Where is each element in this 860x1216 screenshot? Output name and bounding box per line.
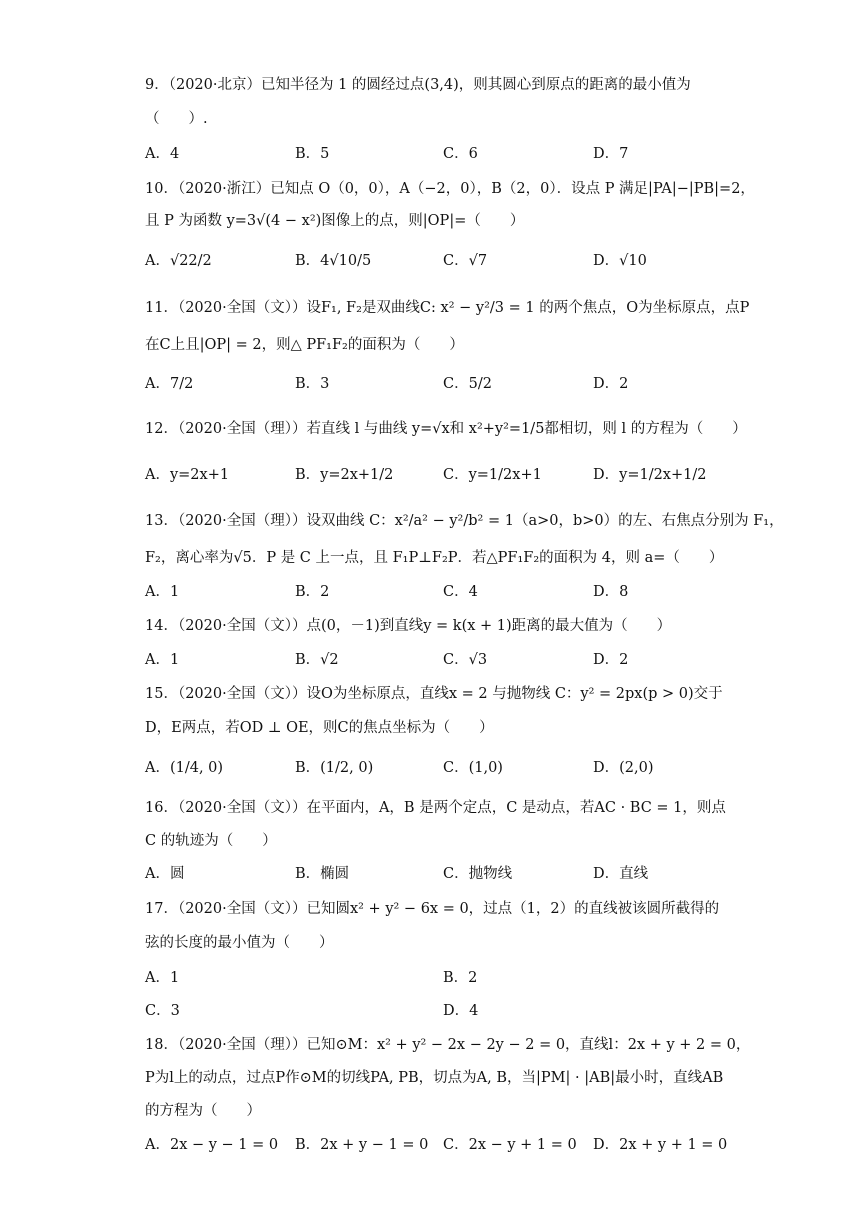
option-b: B．4√10/5 <box>295 253 372 269</box>
option-a: A．1 <box>145 652 180 668</box>
option-c: C．(1,0) <box>443 760 503 776</box>
question-15-line-2: D，E两点，若OD ⊥ OE，则C的焦点坐标为（ ） <box>145 720 494 736</box>
option-b: B．y=2x+1/2 <box>295 467 394 483</box>
option-a: A．1 <box>145 584 180 600</box>
option-b: B．2x + y − 1 = 0 <box>295 1137 429 1153</box>
question-14-line-1: 14．（2020·全国（文））点(0，－1)到直线y = k(x + 1)距离的最大值为（ ） <box>145 618 672 634</box>
question-18-line-2: P为l上的动点，过点P作⊙M的切线PA, PB，切点为A, B，当|PM| · |AB|最小时，直线AB <box>145 1070 724 1086</box>
option-a: A．2x − y − 1 = 0 <box>145 1137 279 1153</box>
option-c: C．5/2 <box>443 376 492 392</box>
option-d: D．y=1/2x+1/2 <box>593 467 707 483</box>
question-11-line-1: 11．（2020·全国（文））设F₁, F₂是双曲线C: x² − y²/3 = 1 的两个焦点，O为坐标原点，点P <box>145 300 750 316</box>
option-d: D．4 <box>443 1003 479 1019</box>
question-13-line-2: F₂，离心率为√5．P 是 C 上一点，且 F₁P⊥F₂P．若△PF₁F₂的面积为 4，则 a=（ ） <box>145 550 724 566</box>
option-d: D．7 <box>593 146 629 162</box>
option-d: D．直线 <box>593 866 649 882</box>
option-a: A．√22/2 <box>145 253 212 269</box>
option-d: D．2 <box>593 376 629 392</box>
option-b: B．(1/2, 0) <box>295 760 374 776</box>
option-d: D．2 <box>593 652 629 668</box>
question-17-line-1: 17．（2020·全国（文））已知圆x² + y² − 6x = 0，过点（1，2）的直线被该圆所截得的 <box>145 901 720 917</box>
option-c: C．4 <box>443 584 478 600</box>
option-c: C．3 <box>145 1003 180 1019</box>
option-c: C．y=1/2x+1 <box>443 467 542 483</box>
question-15-line-1: 15．（2020·全国（文））设O为坐标原点，直线x = 2 与抛物线 C：y² = 2px(p > 0)交于 <box>145 686 723 702</box>
question-10-line-1: 10．（2020·浙江）已知点 O（0，0），A（−2，0），B（2，0）．设点 P 满足|PA|−|PB|=2， <box>145 181 755 197</box>
question-18-line-3: 的方程为（ ） <box>145 1103 261 1119</box>
question-12-line-1: 12．（2020·全国（理））若直线 l 与曲线 y=√x和 x²+y²=1/5都相切，则 l 的方程为（ ） <box>145 421 747 437</box>
option-b: B．√2 <box>295 652 339 668</box>
option-a: A．1 <box>145 970 180 986</box>
option-a: A．圆 <box>145 866 185 882</box>
option-c: C．√7 <box>443 253 488 269</box>
option-d: D．√10 <box>593 253 647 269</box>
option-a: A．(1/4, 0) <box>145 760 224 776</box>
option-c: C．2x − y + 1 = 0 <box>443 1137 577 1153</box>
option-b: B．3 <box>295 376 330 392</box>
option-c: C．√3 <box>443 652 488 668</box>
option-d: D．(2,0) <box>593 760 654 776</box>
question-11-line-2: 在C上且|OP| = 2，则△ PF₁F₂的面积为（ ） <box>145 337 464 353</box>
option-a: A．7/2 <box>145 376 194 392</box>
question-9-line-1: 9．（2020·北京）已知半径为 1 的圆经过点(3,4)，则其圆心到原点的距离的最小值为 <box>145 77 691 93</box>
option-a: A．y=2x+1 <box>145 467 230 483</box>
question-9-line-2: （ ）. <box>145 111 208 127</box>
question-13-line-1: 13．（2020·全国（理））设双曲线 C：x²/a² − y²/b² = 1（a>0，b>0）的左、右焦点分别为 F₁， <box>145 513 784 529</box>
question-16-line-2: C 的轨迹为（ ） <box>145 833 277 849</box>
option-b: B．5 <box>295 146 330 162</box>
option-c: C．抛物线 <box>443 866 513 882</box>
question-10-line-2: 且 P 为函数 y=3√(4 − x²)图像上的点，则|OP|=（ ） <box>145 213 525 229</box>
option-b: B．2 <box>443 970 478 986</box>
option-d: D．8 <box>593 584 629 600</box>
option-b: B．椭圆 <box>295 866 350 882</box>
option-b: B．2 <box>295 584 330 600</box>
option-c: C．6 <box>443 146 478 162</box>
option-a: A．4 <box>145 146 180 162</box>
question-18-line-1: 18．（2020·全国（理））已知⊙M：x² + y² − 2x − 2y − 2 = 0，直线l：2x + y + 2 = 0， <box>145 1037 751 1053</box>
question-17-line-2: 弦的长度的最小值为（ ） <box>145 935 334 951</box>
question-16-line-1: 16．（2020·全国（文））在平面内，A，B 是两个定点，C 是动点，若AC · BC = 1，则点 <box>145 800 726 816</box>
option-d: D．2x + y + 1 = 0 <box>593 1137 728 1153</box>
